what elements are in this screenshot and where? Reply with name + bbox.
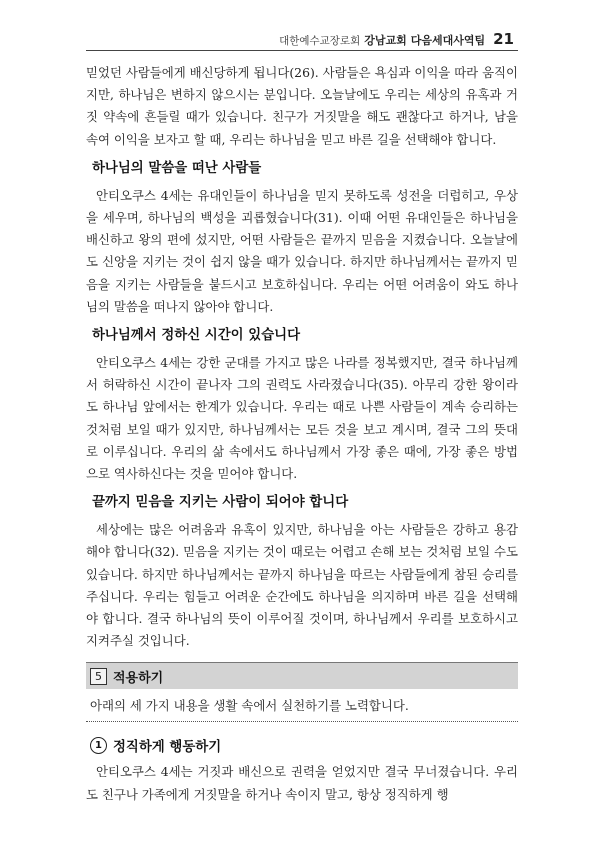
header-org: 대한예수교장로회	[279, 35, 361, 47]
apply-item-1-heading	[90, 736, 518, 755]
paragraph-intro: 믿었던 사람들에게 배신당하게 됩니다(26). 사람들은 욕심과 이익을 따라 움직이지만, 하나님은 변하지 않으시는 분입니다. 오늘날에도 우리는 세상의 유혹과 거짓 약속에 흔들릴 때가 있습니다. 친구가 거짓말을 해도 괜찮다고 하거나, 남을 속여 이익을 보자고 할 때, 우리는 하나님을 믿고 바른 길을 선택해야 합니다.	[86, 65, 518, 147]
apply-number-box: 5	[90, 668, 107, 685]
section-heading-3: 끝까지 믿음을 지키는 사람이 되어야 합니다	[92, 495, 349, 511]
circled-number-icon: 1	[90, 737, 107, 754]
paragraph-1: 안티오쿠스 4세는 유대인들이 하나님을 믿지 못하도록 성전을 더럽히고, 우상을 세우며, 하나님의 백성을 괴롭혔습니다(31). 이때 어떤 유대인들은 하나님을 배신하고 왕의 편에 섰지만, 어떤 사람들은 끝까지 믿음을 지켰습니다. 오늘날에도 신앙을 지키는 것이 쉽지 않을 때가 있습니다. 하지만 하나님께서는 끝까지 믿음을 지키는 사람들을 붙드시고 보호하십니다. 우리는 어떤 어려움이 와도 하나님의 말씀을 떠나지 않아야 합니다.	[86, 187, 518, 314]
apply-section-bar	[86, 662, 518, 689]
paragraph-3: 세상에는 많은 어려움과 유혹이 있지만, 하나님을 아는 사람들은 강하고 용감해야 합니다(32). 믿음을 지키는 것이 때로는 어렵고 손해 보는 것처럼 보일 수도 있습니다. 하지만 하나님께서는 끝까지 하나님을 따르는 사람들에게 참된 승리를 주십니다. 우리는 힘들고 어려운 순간에도 하나님을 의지하며 바른 길을 선택해야 합니다. 결국 하나님의 뜻이 이루어질 것이며, 하나님께서 우리를 보호하시고 지켜주실 것입니다.	[86, 522, 518, 649]
page-number: 21	[493, 30, 514, 48]
apply-title: 적용하기	[113, 670, 164, 686]
page-content	[86, 62, 518, 806]
header-team: 다음세대사역팀	[410, 34, 486, 47]
section-heading-1: 하나님의 말씀을 떠난 사람들	[92, 160, 262, 176]
page-header	[90, 30, 514, 48]
header-rule	[86, 50, 518, 51]
paragraph-2: 안티오쿠스 4세는 강한 군대를 가지고 많은 나라를 정복했지만, 결국 하나님께서 허락하신 시간이 끝나자 그의 권력도 사라졌습니다(35). 아무리 강한 왕이라도 하나님 앞에서는 한계가 있습니다. 우리는 때로 나쁜 사람들이 계속 승리하는 것처럼 보일 때가 있지만, 하나님께서는 모든 것을 보고 계시며, 결국 그의 뜻대로 이루십니다. 우리의 삶 속에서도 하나님께서 가장 좋은 때에, 가장 좋은 방법으로 역사하신다는 것을 믿어야 합니다.	[86, 355, 518, 482]
header-church: 강남교회	[364, 34, 407, 47]
paragraph-apply-1: 안티오쿠스 4세는 거짓과 배신으로 권력을 얻었지만 결국 무너졌습니다. 우리도 친구나 가족에게 거짓말을 하거나 속이지 말고, 항상 정직하게 행	[86, 764, 518, 802]
section-heading-2: 하나님께서 정하신 시간이 있습니다	[92, 328, 301, 344]
dotted-divider	[86, 721, 518, 722]
apply-description: 아래의 세 가지 내용을 생활 속에서 실천하기를 노력합니다.	[90, 698, 409, 714]
apply-item-1-title: 정직하게 행동하기	[113, 740, 222, 756]
